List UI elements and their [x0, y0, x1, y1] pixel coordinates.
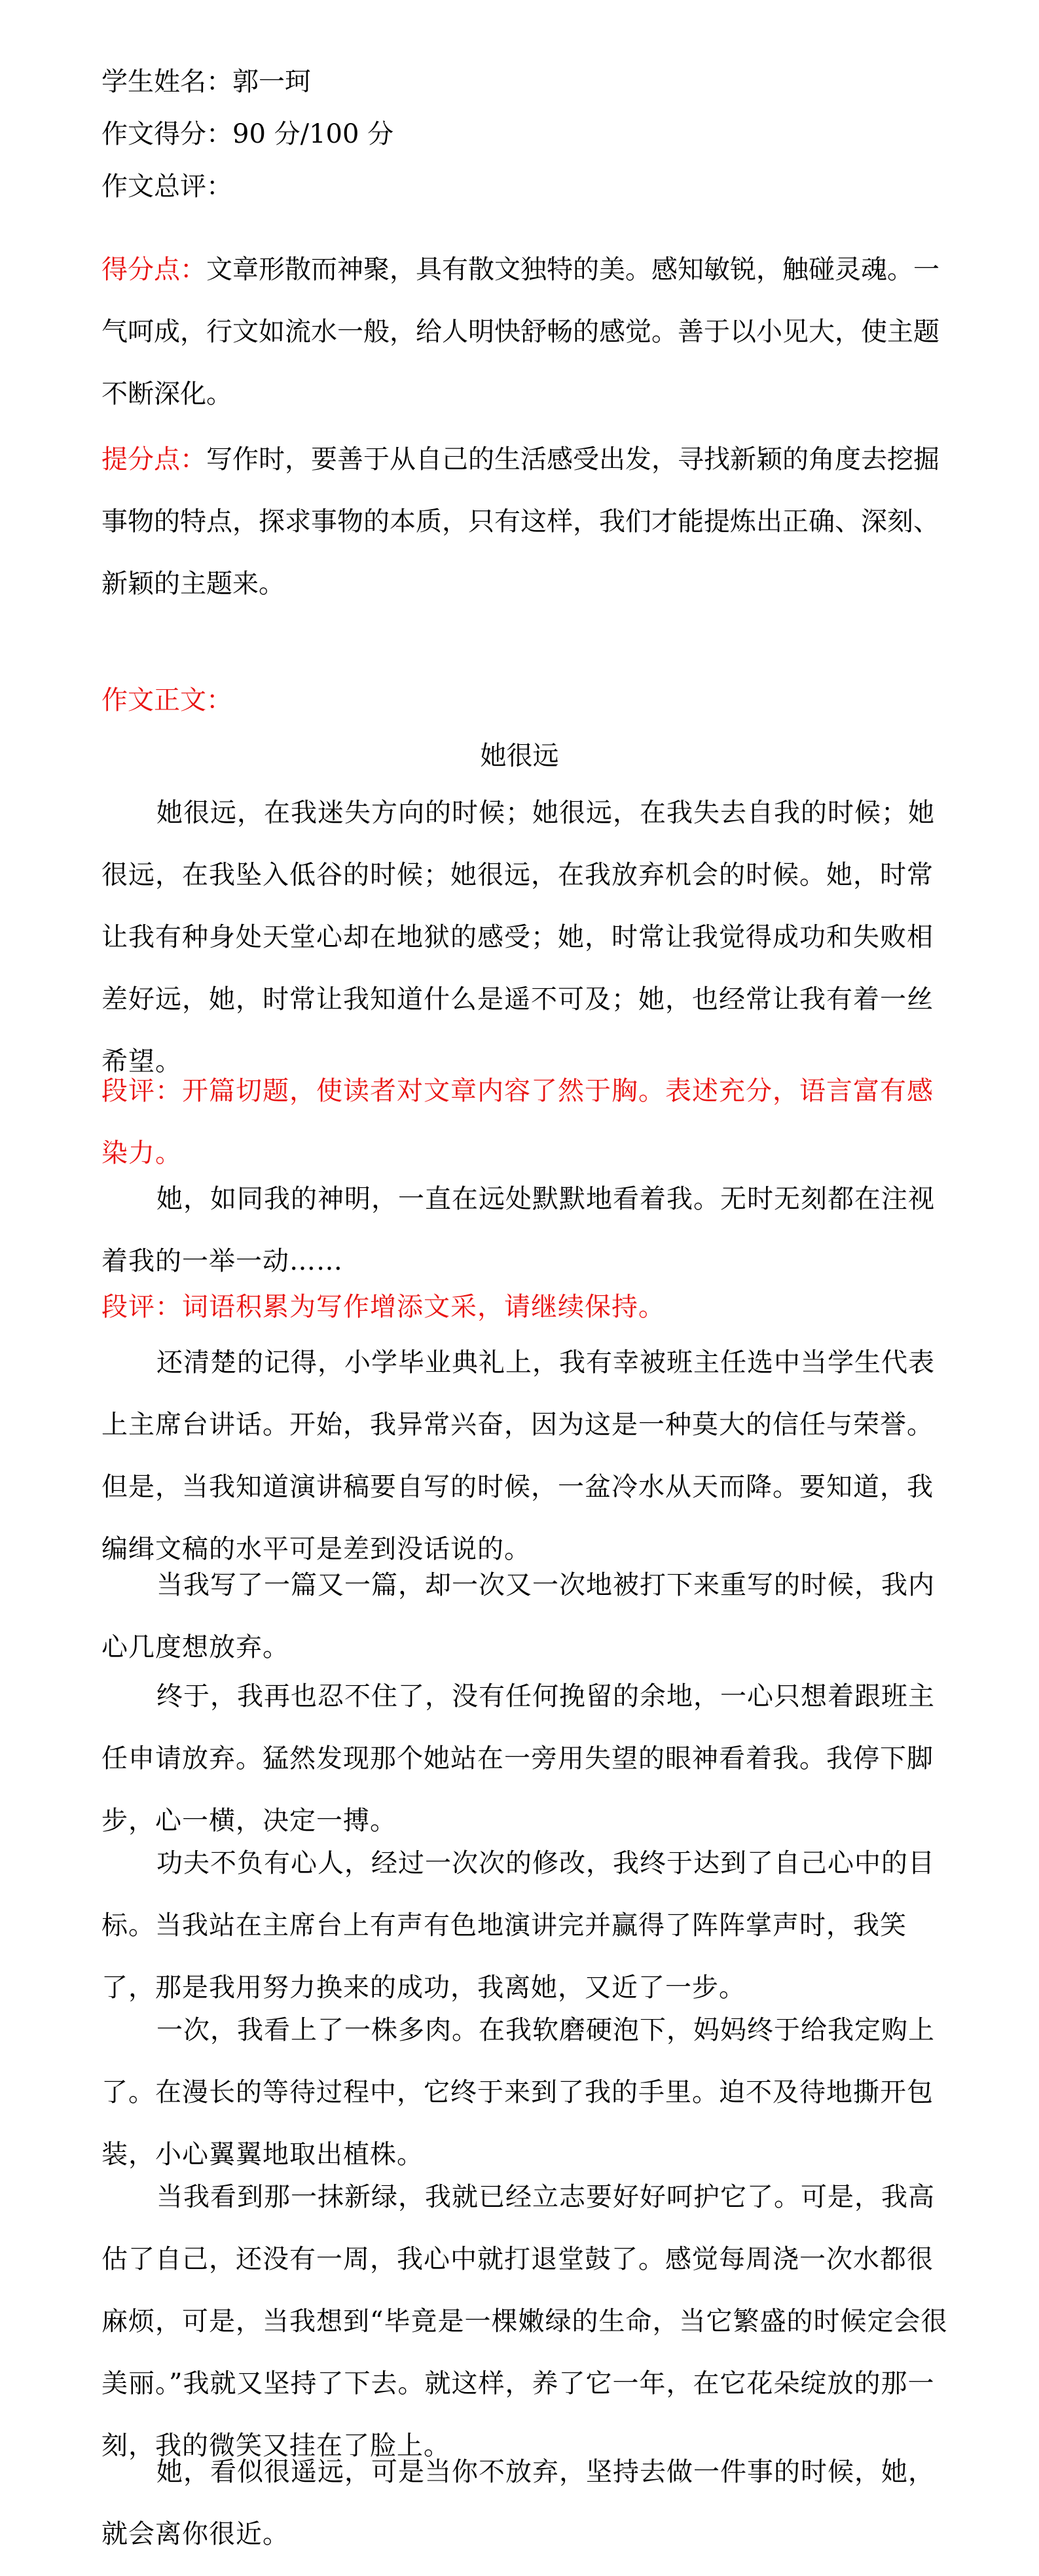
student-name: 郭一珂 [232, 67, 311, 97]
score-label: 作文得分： [101, 119, 232, 149]
essay-paragraph-7: 一次，我看上了一株多肉。在我软磨硬泡下，妈妈终于给我定购上了。在漫长的等待过程中，它终于来到了我的手里。迫不及待地撕开包装，小心翼翼地取出植株。 [101, 2015, 935, 2170]
improve-text: 写作时，要善于从自己的生活感受出发，寻找新颖的角度去挖掘事物的特点，探求事物的本质，只有这样，我们才能提炼出正确、深刻、新颖的主题来。 [101, 444, 939, 599]
review-heading [101, 167, 232, 206]
score-row [101, 115, 393, 154]
essay-paragraph-5: 终于，我再也忍不住了，没有任何挽留的余地，一心只想着跟班主任申请放弃。猛然发现那个她站在一旁用失望的眼神看着我。我停下脚步，心一横，决定一搏。 [101, 1681, 935, 1836]
essay-paragraph-8: 当我看到那一抹新绿，我就已经立志要好好呵护它了。可是，我高估了自己，还没有一周，我心中就打退堂鼓了。感觉每周浇一次水都很麻烦，可是，当我想到“毕竟是一棵嫩绿的生命，当它繁盛的时候定会很美丽。”我就又坚持了下去。就这样，养了它一年，在它花朵绽放的那一刻，我的微笑又挂在了脸上。 [101, 2182, 948, 2461]
essay-title: 她很远 [480, 741, 559, 771]
merit-text: 文章形散而神聚，具有散文独特的美。感知敏锐，触碰灵魂。一气呵成，行文如流水一般，给人明快舒畅的感觉。善于以小见大，使主题不断深化。 [101, 255, 939, 409]
essay-paragraph-1: 她很远，在我迷失方向的时候；她很远，在我失去自我的时候；她很远，在我坠入低谷的时候；她很远，在我放弃机会的时候。她，时常让我有种身处天堂心却在地狱的感受；她，时常让我觉得成功和失败相差好远，她，时常让我知道什么是遥不可及；她，也经常让我有着一丝希望。 [101, 798, 935, 1077]
essay-section-label: 作文正文： [101, 685, 232, 715]
merit-block [101, 239, 953, 425]
merit-label: 得分点： [101, 255, 206, 285]
paragraph-comment-1: 段评：开篇切题，使读者对文章内容了然于胸。表述充分，语言富有感染力。 [101, 1076, 934, 1168]
improve-label: 提分点： [101, 444, 206, 474]
score-value: 90 分/100 分 [232, 119, 394, 149]
review-label: 作文总评： [101, 171, 232, 202]
essay-paragraph-3: 还清楚的记得，小学毕业典礼上，我有幸被班主任选中当学生代表上主席台讲话。开始，我异常兴奋，因为这是一种莫大的信任与荣誉。但是，当我知道演讲稿要自写的时候，一盆冷水从天而降。要知道，我编缉文稿的水平可是差到没话说的。 [101, 1348, 935, 1564]
student-name-row [101, 62, 311, 101]
improve-block [101, 429, 953, 615]
essay-paragraph-6: 功夫不负有心人，经过一次次的修改，我终于达到了自己心中的目标。当我站在主席台上有声有色地演讲完并赢得了阵阵掌声时，我笑了，那是我用努力换来的成功，我离她，又近了一步。 [101, 1848, 935, 2003]
essay-paragraph-2: 她，如同我的神明，一直在远处默默地看着我。无时无刻都在注视着我的一举一动…… [101, 1184, 935, 1276]
paragraph-comment-2: 段评：词语积累为写作增添文采，请继续保持。 [101, 1292, 665, 1322]
student-name-label: 学生姓名： [101, 67, 232, 97]
essay-paragraph-9: 她，看似很遥远，可是当你不放弃，坚持去做一件事的时候，她，就会离你很近。 [101, 2457, 935, 2549]
essay-paragraph-4: 当我写了一篇又一篇，却一次又一次地被打下来重写的时候，我内心几度想放弃。 [101, 1570, 935, 1662]
